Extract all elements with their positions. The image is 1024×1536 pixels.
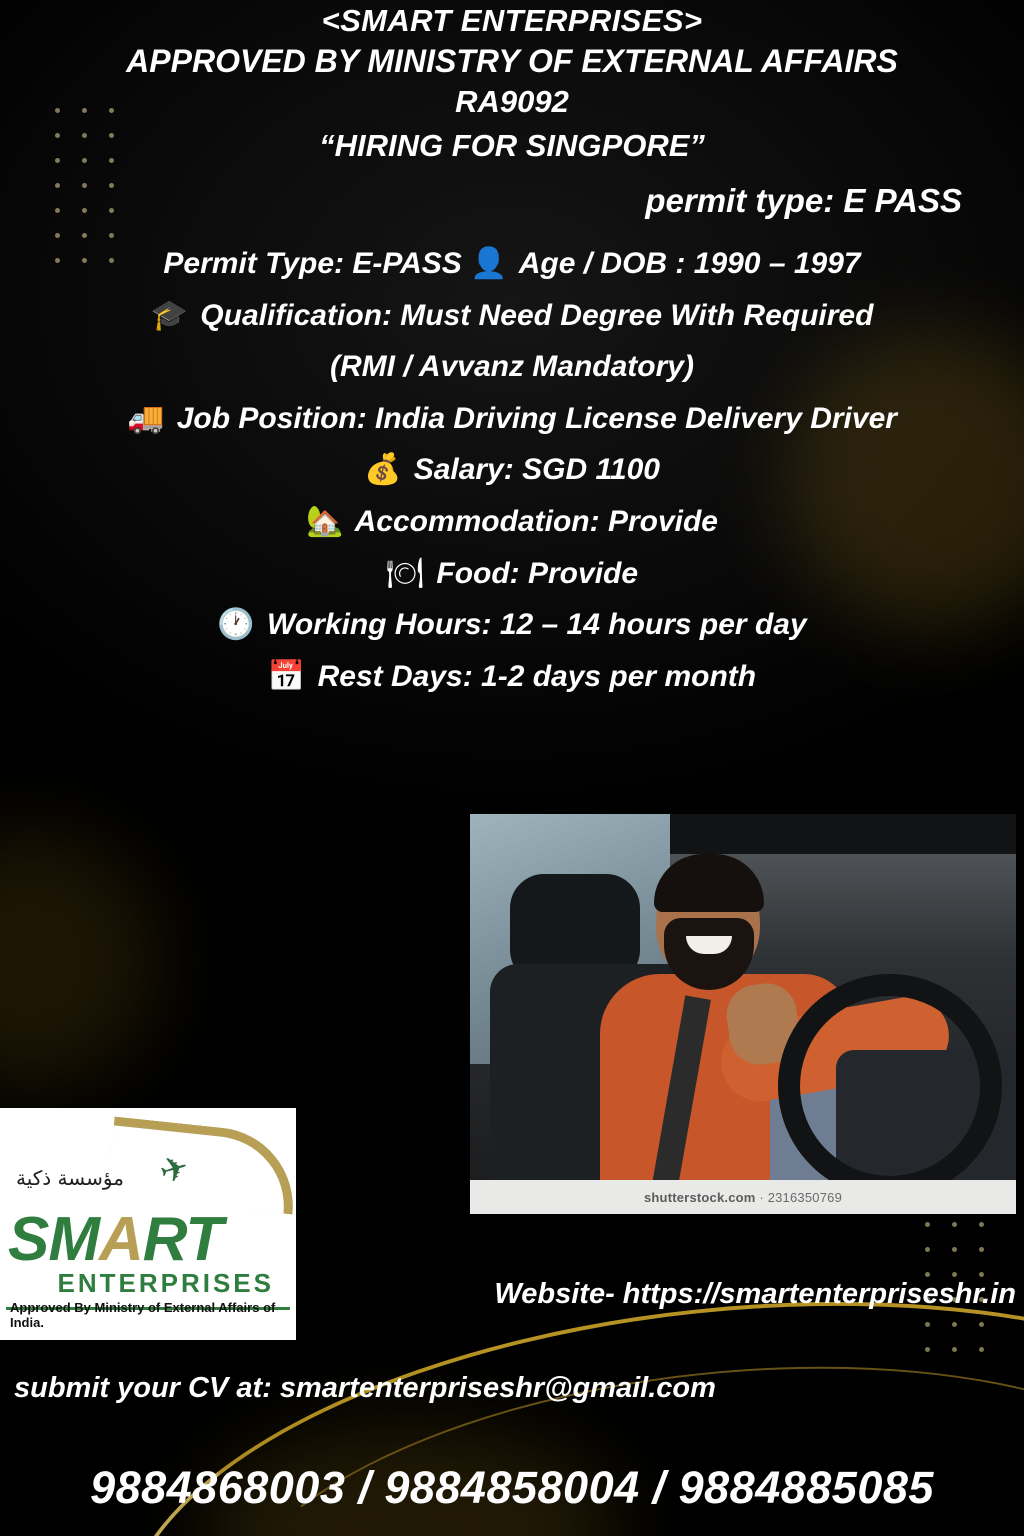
cv-label: submit your CV at: bbox=[14, 1372, 272, 1404]
detail-row bbox=[14, 444, 1010, 496]
detail-text-accommodation: Accommodation: Provide bbox=[354, 505, 718, 539]
hiring-headline: “HIRING FOR SINGPORE” bbox=[319, 128, 705, 163]
detail-row bbox=[14, 651, 1010, 703]
detail-text-qualification-note: (RMI / Avvanz Mandatory) bbox=[330, 350, 694, 384]
steering-wheel-icon bbox=[778, 974, 1002, 1180]
detail-row bbox=[14, 290, 1010, 342]
detail-text-job-position: Job Position: India Driving License Delivery Driver bbox=[176, 401, 897, 435]
detail-row bbox=[14, 341, 1010, 393]
money-bag-icon: 💰 bbox=[364, 453, 402, 487]
detail-text-permit-type: Permit Type: E-PASS bbox=[163, 247, 462, 281]
logo-arabic-text: مؤسسة ذكية bbox=[16, 1166, 124, 1190]
food-icon: 🍽 bbox=[385, 556, 425, 590]
job-details-list bbox=[0, 238, 1024, 702]
detail-row bbox=[14, 548, 1010, 600]
detail-text-working-hours: Working Hours: 12 – 14 hours per day bbox=[267, 608, 807, 642]
detail-row bbox=[14, 238, 1010, 290]
graduation-cap-icon: 🎓 bbox=[150, 298, 188, 332]
company-name: <SMART ENTERPRISES> bbox=[321, 3, 703, 38]
truck-icon: 🚚 bbox=[127, 401, 165, 435]
logo-wordmark-part2: RT bbox=[142, 1205, 223, 1274]
poster-header bbox=[0, 0, 1024, 170]
detail-row bbox=[14, 496, 1010, 548]
ministry-approval-line: APPROVED BY MINISTRY OF EXTERNAL AFFAIRS bbox=[126, 42, 898, 79]
photo-credit-bar bbox=[470, 1180, 1016, 1214]
website-line[interactable]: Website- https://smartenterpriseshr.in bbox=[494, 1278, 1016, 1310]
detail-text-age: Age / DOB : 1990 – 1997 bbox=[518, 247, 861, 281]
logo-wordmark-part1: SM bbox=[8, 1205, 99, 1274]
detail-row bbox=[14, 599, 1010, 651]
detail-row bbox=[14, 393, 1010, 445]
logo-swoosh-icon bbox=[106, 1116, 296, 1214]
logo-subtitle: ENTERPRISES bbox=[57, 1268, 274, 1298]
photo-credit-id: · 2316350769 bbox=[759, 1189, 843, 1205]
calendar-icon: 📅 bbox=[267, 659, 306, 693]
detail-text-salary: Salary: SGD 1100 bbox=[413, 453, 660, 487]
logo-approved-text: Approved By Ministry of External Affairs of India. bbox=[10, 1300, 276, 1330]
detail-text-food: Food: Provide bbox=[436, 556, 639, 590]
house-icon: 🏡 bbox=[306, 505, 344, 539]
photo-credit-site: shutterstock.com bbox=[643, 1189, 756, 1205]
cv-email[interactable]: smartenterpriseshr@gmail.com bbox=[279, 1372, 716, 1404]
person-icon: 👤 bbox=[470, 247, 508, 281]
detail-text-rest-days: Rest Days: 1-2 days per month bbox=[317, 659, 757, 693]
ra-number: RA9092 bbox=[455, 83, 569, 119]
company-logo bbox=[0, 1108, 296, 1340]
permit-type-banner: permit type: E PASS bbox=[645, 182, 962, 220]
cv-submission-line bbox=[14, 1372, 716, 1405]
logo-wordmark-accent: A bbox=[99, 1205, 143, 1274]
clock-icon: 🕐 bbox=[217, 608, 255, 642]
driver-hair-shape bbox=[654, 854, 764, 912]
phone-numbers[interactable]: 9884868003 / 9884858004 / 9884885085 bbox=[90, 1462, 934, 1513]
photo-illustration bbox=[470, 814, 1016, 1180]
detail-text-qualification: Qualification: Must Need Degree With Required bbox=[200, 298, 874, 332]
logo-wordmark bbox=[8, 1204, 222, 1275]
driver-photo bbox=[470, 814, 1016, 1214]
airplane-icon: ✈ bbox=[155, 1146, 194, 1194]
